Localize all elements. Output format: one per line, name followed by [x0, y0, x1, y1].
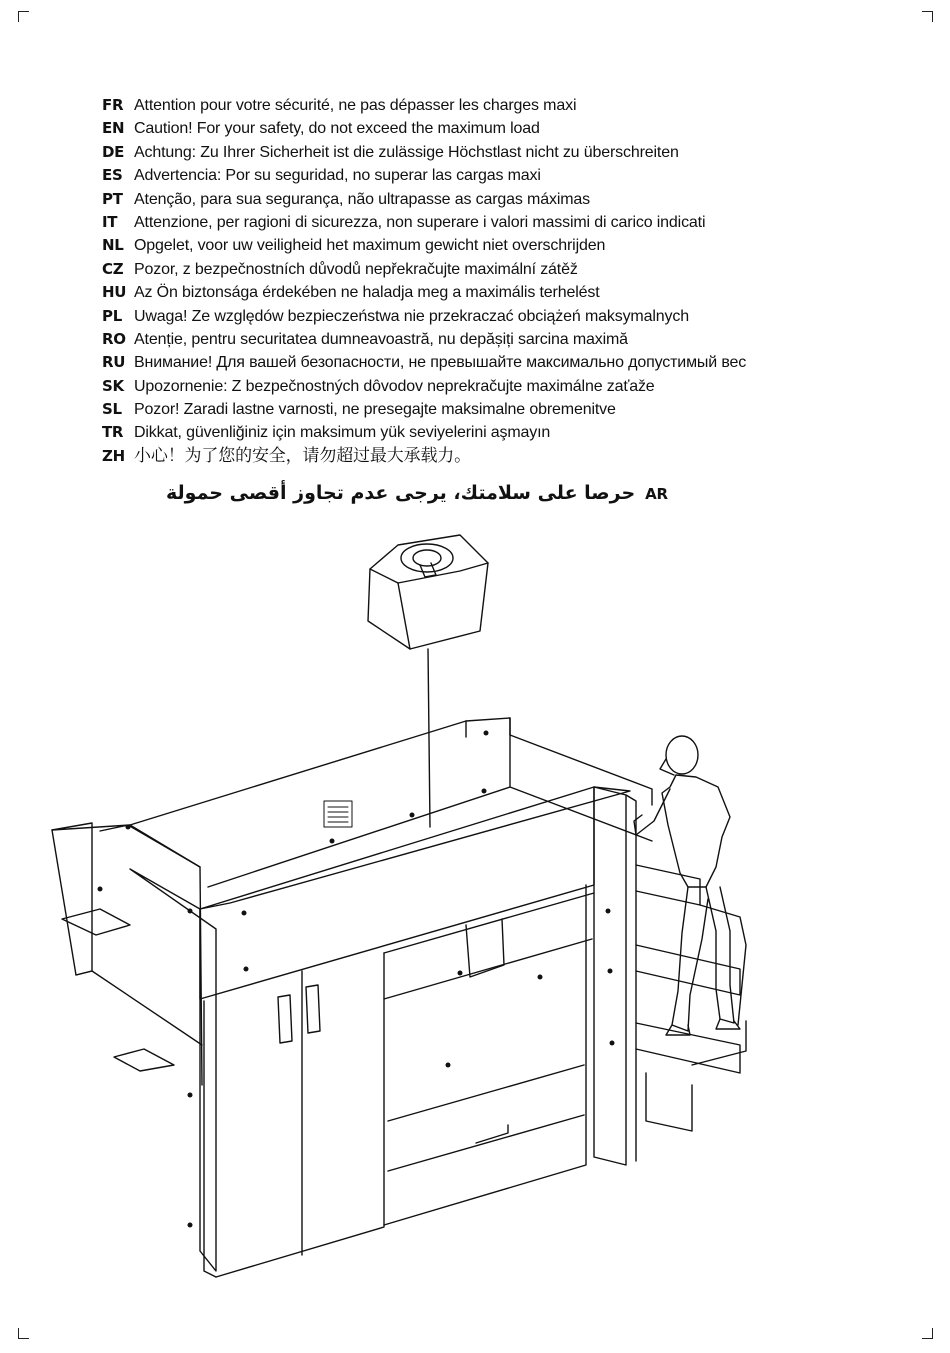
warning-text: Atenție, pentru securitatea dumneavoastră, nu depășiți sarcina maximă: [134, 330, 628, 348]
warning-line-de: [102, 142, 932, 165]
safety-warning-list: [102, 95, 932, 469]
language-code: RU: [102, 353, 126, 372]
warning-text: Attention pour votre sécurité, ne pas dépasser les charges maxi: [134, 97, 577, 114]
warning-text: Upozornenie: Z bezpečnostných dôvodov neprekračujte maximálne zaťaže: [134, 377, 655, 395]
language-code: CZ: [102, 259, 124, 278]
warning-line-sl: [102, 399, 932, 422]
warning-text: Pozor, z bezpečnostních důvodů nepřekračujte maximální zátěž: [134, 260, 578, 278]
warning-line-fr: [102, 95, 932, 118]
warning-line-it: [102, 212, 932, 235]
person-figure: [634, 736, 740, 1035]
bed-left-end-panel: [52, 823, 202, 1085]
warning-line-nl: [102, 235, 932, 258]
warning-text: Achtung: Zu Ihrer Sicherheit ist die zulässige Höchstlast nicht zu überschreiten: [134, 143, 679, 161]
warning-line-es: [102, 165, 932, 188]
kettlebell-weight-icon: [368, 535, 488, 827]
warning-text: Dikkat, güvenliğiniz için maksimum yük seviyelerini aşmayın: [134, 424, 551, 442]
warning-text: Attenzione, per ragioni di sicurezza, non superare i valori massimi di carico indicati: [134, 213, 706, 231]
warning-line-ar: [166, 480, 668, 506]
warning-line-zh: [102, 446, 932, 469]
language-code: DE: [102, 142, 125, 161]
language-code: RO: [102, 329, 126, 348]
warning-text: حرصا على سلامتك، يرجى عدم تجاوز أقصى حمولة: [166, 482, 636, 504]
language-code: PT: [102, 189, 123, 208]
language-code: EN: [102, 119, 125, 138]
language-code: FR: [102, 96, 124, 114]
warning-text: Pozor! Zaradi lastne varnosti, ne presegajte maksimalne obremenitve: [134, 401, 616, 419]
language-code: SK: [102, 376, 124, 395]
warning-text: Az Ön biztonsága érdekében ne haladja meg a maximális terhelést: [134, 284, 600, 302]
warning-line-tr: [102, 422, 932, 445]
crop-mark-top-right: [922, 11, 933, 22]
language-code: TR: [102, 423, 124, 442]
language-code: PL: [102, 306, 122, 325]
warning-line-pl: [102, 306, 932, 329]
warning-line-cz: [102, 259, 932, 282]
warning-line-hu: [102, 282, 932, 305]
warning-text: Advertencia: Por su seguridad, no superar las cargas maxi: [134, 167, 541, 185]
warning-line-pt: [102, 189, 932, 212]
crop-mark-bottom-right: [922, 1328, 933, 1339]
bed-front-cabinet: [130, 787, 630, 1277]
crop-mark-bottom-left: [18, 1328, 29, 1339]
language-code: AR: [645, 485, 668, 503]
language-code: HU: [102, 283, 127, 302]
warning-line-ru: [102, 352, 932, 375]
warning-line-sk: [102, 376, 932, 399]
language-code: ES: [102, 166, 123, 185]
warning-text: Внимание! Для вашей безопасности, не превышайте максимально допустимый вес: [134, 354, 747, 372]
warning-text: Caution! For your safety, do not exceed the maximum load: [134, 120, 540, 138]
bed-back-rail: [130, 718, 652, 887]
bed-ladder: [594, 787, 746, 1165]
warning-text: Opgelet, voor uw veiligheid het maximum gewicht niet overschrijden: [134, 237, 606, 255]
warning-line-en: [102, 118, 932, 141]
warning-text: 小心！为了您的安全，请勿超过最大承载力。: [134, 445, 471, 466]
language-code: SL: [102, 400, 122, 419]
warning-text: Atenção, para sua segurança, não ultrapasse as cargas máximas: [134, 190, 590, 208]
bunk-bed-illustration: [40, 525, 920, 1315]
language-code: ZH: [102, 446, 125, 465]
language-code: IT: [102, 212, 118, 231]
warning-text: Uwaga! Ze względów bezpieczeństwa nie przekraczać obciążeń maksymalnych: [134, 307, 689, 325]
bunk-bed-drawing: [40, 525, 920, 1315]
language-code: NL: [102, 236, 124, 255]
crop-mark-top-left: [18, 11, 29, 22]
warning-line-ro: [102, 329, 932, 352]
